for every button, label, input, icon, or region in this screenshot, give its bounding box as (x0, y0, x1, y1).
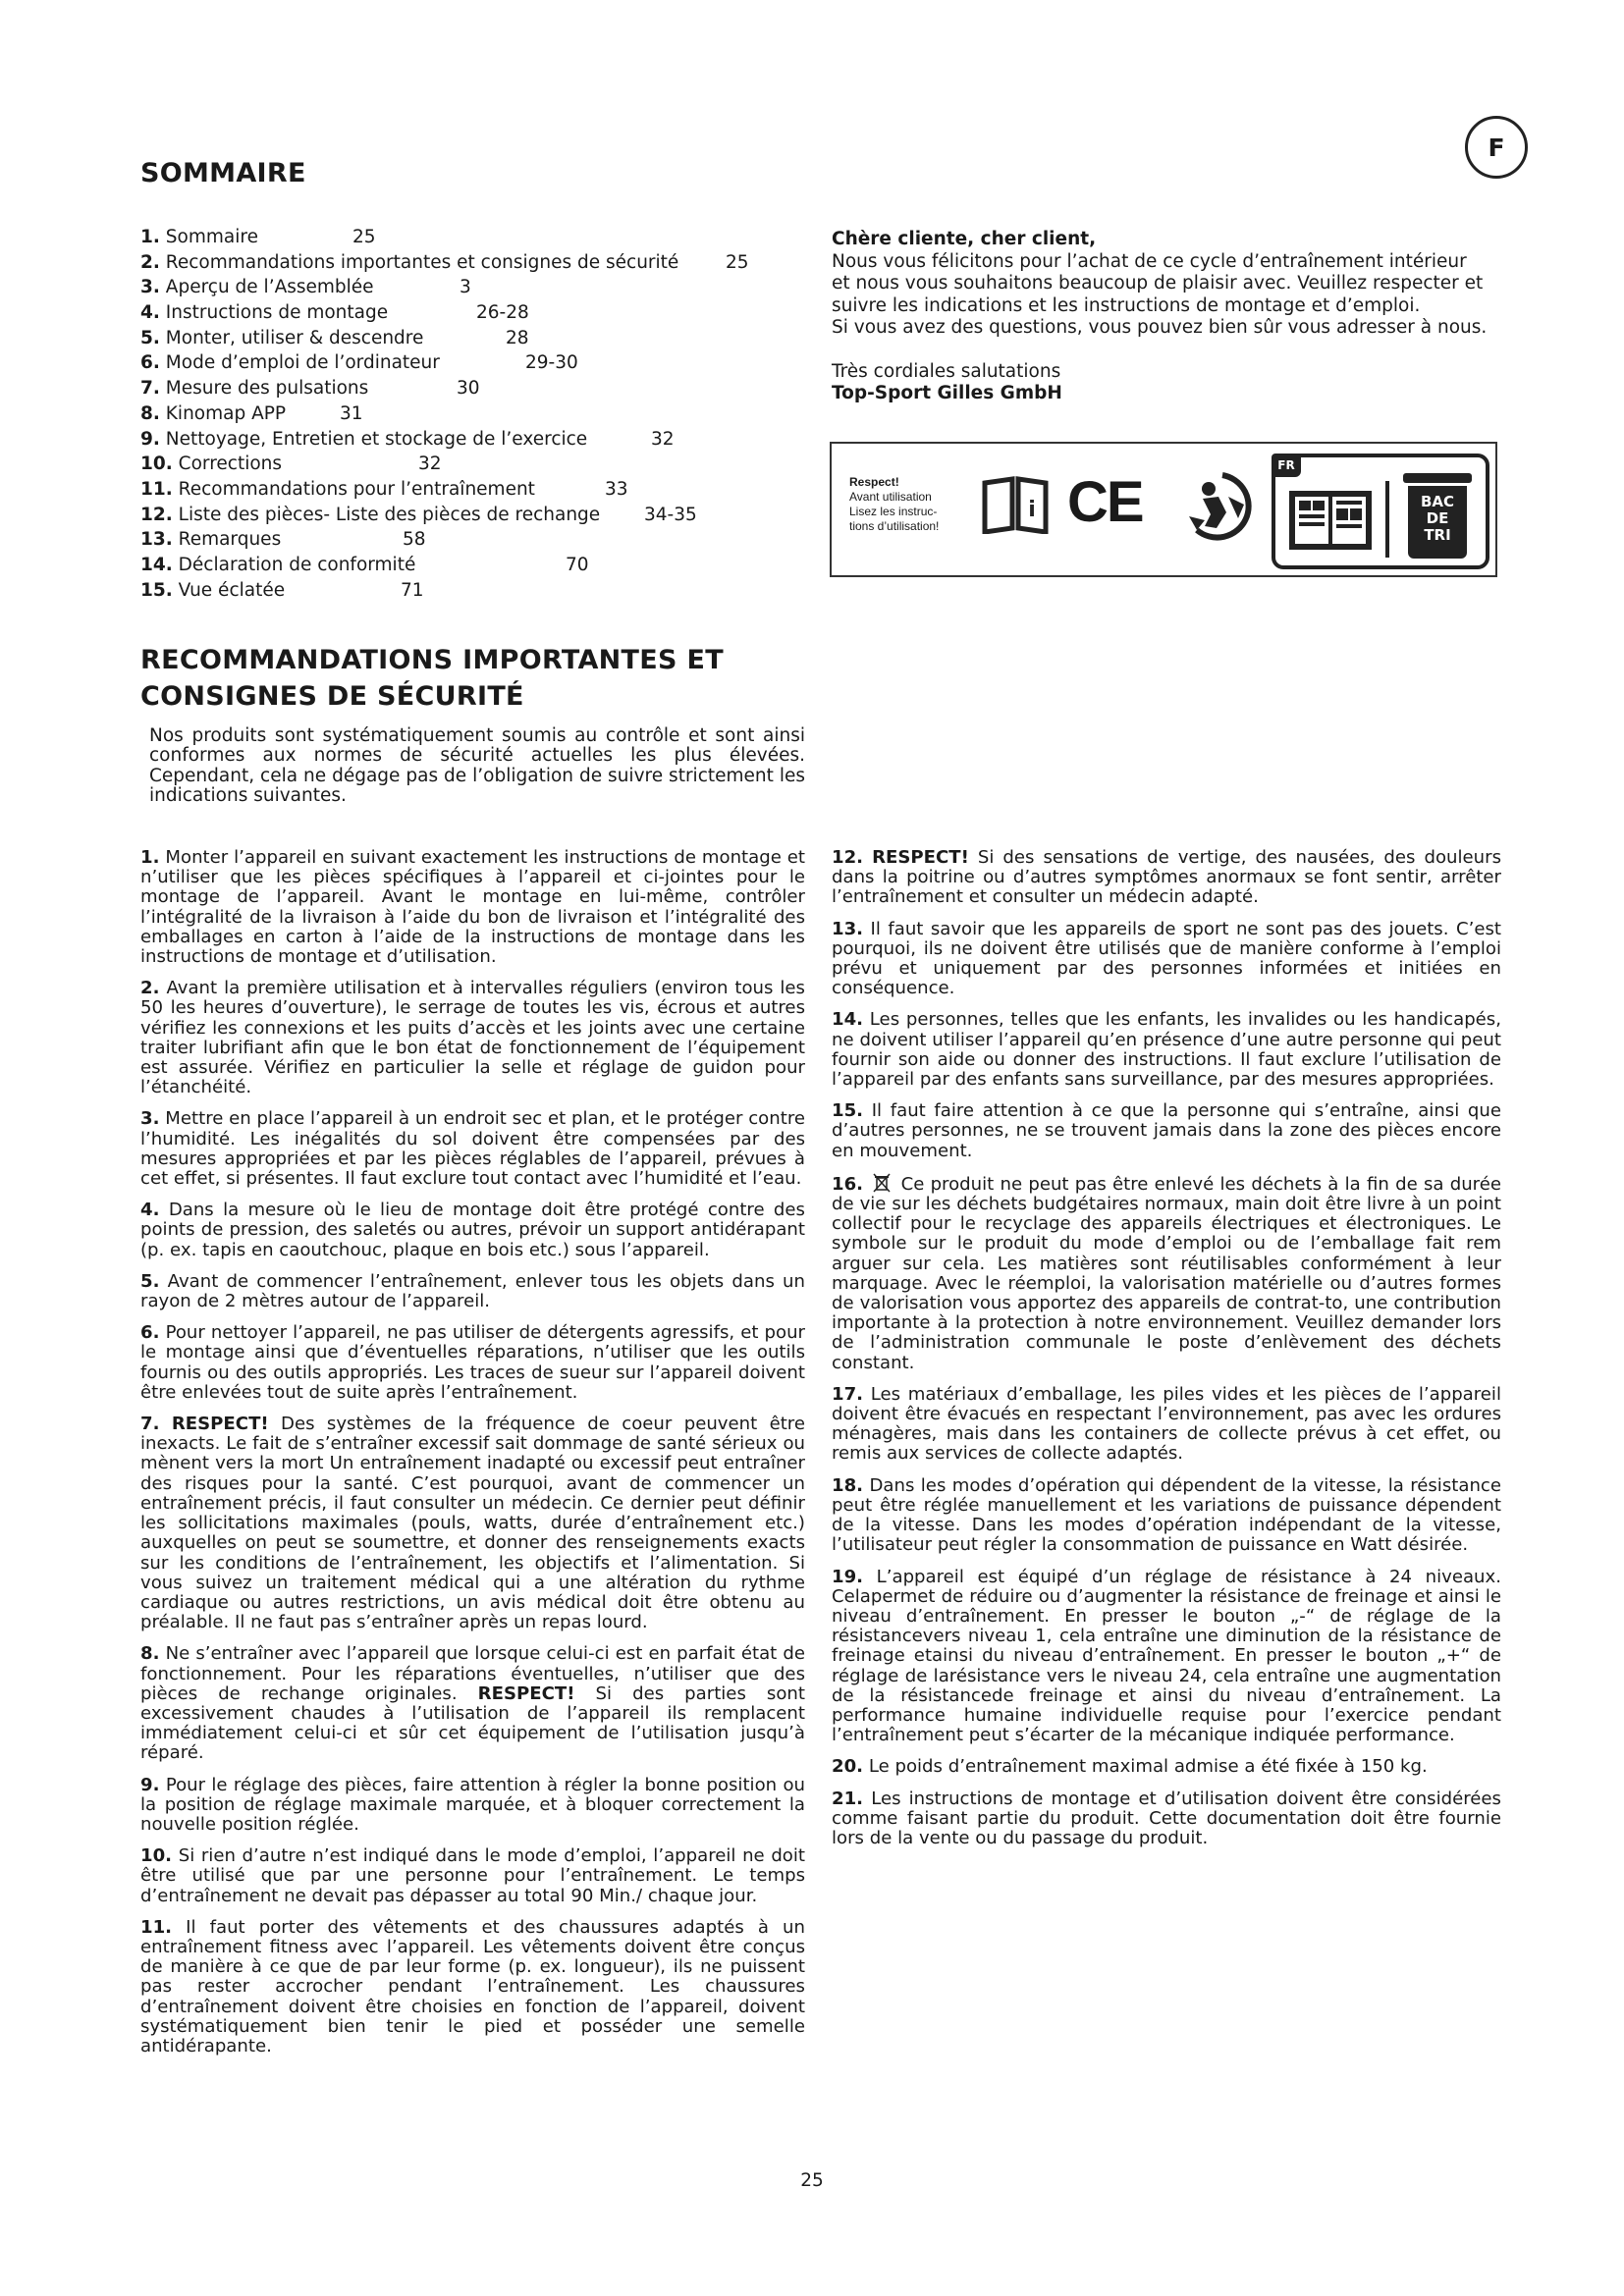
toc-text: Mode d’emploi de l’ordinateur (165, 352, 440, 374)
toc-number: 5. (140, 327, 160, 348)
item-number: 11. (140, 1916, 173, 1938)
toc-page: 70 (566, 554, 589, 575)
item-text: Il faut savoir que les appareils de sport ne sont pas des jouets. C’est pourquoi, ils ne doivent être utilisés que de manière conforme à l’emploi prévu et uniquement par des personnes informées et initiées en conséquence. (832, 918, 1501, 999)
item-text: L’appareil est équipé d’un réglage de résistance à 24 niveaux. Celapermet de réduire ou d’augmenter la résistance de freinage et ainsi le niveau d’entraînement. En presser le bouton „-“ de réglage de la résistancevers niveau 1, cela entraîne une diminution de la résistance de freinage etainsi du niveau d’entraînement. En presser le bouton „+“ de réglage de larésistance vers le niveau 24, cela entraîne une augmentation de la résistancede freinage et ainsi du niveau d’entraînement. La performance humaine individuelle requise pour l’exercice pendant l’entraînement peut s’écarter de la mécanique indiquée performance. (832, 1566, 1501, 1746)
toc-page: 32 (418, 454, 442, 475)
item-number: 4. (140, 1200, 160, 1221)
item-text: Dans les modes d’opération qui dépendent de la vitesse, la résistance peut être réglée manuellement et les variations de puissance dépendent de la vitesse. Dans les modes d’opération indépendant de la vitesse, l’utilisateur peut régler la consommation de puissance en Watt désirée. (832, 1474, 1501, 1556)
item-text: Avant la première utilisation et à intervalles réguliers (environ tous les 50 les heures d’ouverture), le serrage de toutes les vis, écrous et autres vérifiez les connexions et les puits d’accès et les joints avec une certaine traiter lubrifiant afin que le bon état de fonctionnement de l’équipement est assurée. Vérifiez en particulier la selle et réglage de guidon pour l’étanchéité. (140, 978, 805, 1098)
triman-panel (1272, 454, 1489, 569)
toc-page: 58 (403, 529, 426, 551)
safety-intro: Nos produits sont systématiquement soumis au contrôle et sont ainsi conformes aux normes de sécurité actuelles les plus élevées. Cependant, cela ne dégage pas de l’obligation de suivre strictement les indications suivantes. (149, 725, 805, 807)
toc-number: 2. (140, 251, 160, 273)
toc-page: 32 (651, 428, 675, 450)
item-text: Pour nettoyer l’appareil, ne pas utiliser de détergents agressifs, et pour le montage ainsi que d’éventuelles réparations, n’utiliser que les outils fournis ou des outils appropriés. Les traces de sueur sur l’appareil doivent être enlevées tout de suite après l’entraînement. (140, 1322, 805, 1403)
bin-text: BAC (1420, 493, 1455, 510)
toc-number: 3. (140, 277, 160, 298)
toc-number: 4. (140, 302, 160, 324)
respect-line: Avant utilisation (849, 490, 932, 504)
safety-item (140, 979, 805, 1097)
item-text: Les matériaux d’emballage, les piles vides et les pièces de l’appareil doivent être évacués en respectant l’environnement, pas avec les ordures ménagères, mais dans les containers de collecte prévus à cet effet, ou remis aux services de collecte adaptés. (832, 1383, 1501, 1465)
toc-number: 14. (140, 554, 173, 575)
safety-item (140, 1644, 805, 1763)
item-text: Si rien d’autre n’est indiqué dans le mode d’emploi, l’appareil ne doit être utilisé que par une personne pour l’entraînement. Le temps d’entraînement ne devait pas dépasser au total 90 Min./ chaque jour. (140, 1845, 805, 1906)
item-number: 5. (140, 1270, 160, 1292)
item-text: Ce produit ne peut pas être enlevé les déchets à la fin de sa durée de vie sur les déchets budgétaires normaux, main doit être livre à un point collectif pour le recyclage des appareils électriques et électroniques. Le symbole sur le produit du mode d’emploi ou de l’emballage fait rem arguer sur cela. Les matières sont réutilisables conformément à leur marquage. Avec le réemploi, la valorisation matérielle ou d’autres formes de valorisation vous apportez des appareils de contrat-to, une contribution importante à la protection à notre environnement. Veuillez demander lors de l’administration communale le poste d’enlèvement des déchets constant. (832, 1173, 1501, 1373)
language-badge: F (1465, 116, 1528, 179)
toc-item[interactable] (140, 553, 678, 578)
toc-text: Sommaire (165, 227, 258, 247)
greeting-line: Si vous avez des questions, vous pouvez bien sûr vous adresser à nous. (832, 317, 1488, 338)
greeting-closing: Très cordiales salutations (832, 360, 1061, 382)
toc-item[interactable] (140, 503, 697, 528)
toc-page: 28 (506, 327, 529, 348)
respect-line: Lisez les instruc- (849, 505, 938, 518)
item-number: 3. (140, 1108, 160, 1130)
toc-text: Instructions de montage (165, 302, 389, 324)
item-number: 16. (832, 1173, 864, 1195)
safety-item (140, 848, 805, 967)
item-text: Les instructions de montage et d’utilisation doivent être considérées comme faisant partie du produit. Cette documentation doit être fournie lors de la vente ou du passage du produit. (832, 1788, 1501, 1848)
toc-item[interactable] (140, 401, 678, 427)
item-text: Le poids d’entraînement maximal admise a été fixée à 150 kg. (868, 1756, 1428, 1778)
toc-item[interactable] (140, 326, 678, 351)
respect-emphasis: RESPECT! (872, 847, 969, 868)
item-number: 18. (832, 1474, 864, 1496)
toc-number: 6. (140, 352, 160, 374)
toc-page: 3 (460, 277, 471, 298)
toc-page: 25 (726, 251, 749, 273)
safety-item (832, 1789, 1501, 1849)
greeting-line: suivre les indications et les instructions de montage et d’emploi. (832, 294, 1421, 316)
safety-item (140, 1776, 805, 1836)
toc-text: Corrections (178, 454, 283, 475)
respect-emphasis: RESPECT! (171, 1414, 269, 1435)
toc-page: 31 (340, 402, 363, 424)
item-text: Mettre en place l’appareil à un endroit sec et plan, et le protéger contre l’humidité. Les inégalités du sol doivent être compensées par des mesures appropriées et par les pièces réglables de l’appareil, prévues à cet effet, si présentes. Il faut exclure tout contact avec l’humidité et l’eau. (140, 1108, 805, 1190)
toc-item[interactable] (140, 350, 678, 376)
safety-item (832, 1385, 1501, 1465)
toc-number: 12. (140, 504, 173, 525)
toc-item[interactable] (140, 452, 678, 477)
table-of-contents (140, 225, 749, 603)
item-number: 20. (832, 1756, 864, 1778)
toc-number: 15. (140, 579, 173, 601)
safety-item (832, 848, 1501, 908)
safety-item (140, 1272, 805, 1311)
toc-page: 71 (401, 579, 424, 601)
safety-item (140, 1201, 805, 1260)
item-number: 14. (832, 1009, 864, 1031)
respect-line: tions d’utilisation! (849, 519, 940, 533)
toc-text: Remarques (178, 529, 282, 551)
toc-number: 13. (140, 529, 173, 551)
toc-number: 7. (140, 378, 160, 400)
greeting-line: et nous vous souhaitons beaucoup de plaisir avec. Veuillez respecter et (832, 273, 1484, 294)
greeting-line: Nous vous félicitons pour l’achat de ce cycle d’entraînement intérieur (832, 250, 1467, 272)
toc-text: Liste des pièces- Liste des pièces de rechange (178, 504, 601, 525)
bin-text: DE (1426, 509, 1449, 527)
safety-title-line2: CONSIGNES DE SÉCURITÉ (140, 681, 524, 712)
toc-page: 34-35 (644, 504, 697, 525)
safety-item (140, 1323, 805, 1403)
safety-column-right (832, 848, 1501, 1860)
item-number: 6. (140, 1322, 160, 1344)
item-number: 8. (140, 1643, 160, 1665)
fr-tag: FR (1272, 454, 1301, 477)
toc-number: 8. (140, 402, 160, 424)
product-label (830, 442, 1497, 577)
toc-item[interactable] (140, 250, 749, 276)
toc-text: Kinomap APP (165, 402, 287, 424)
respect-label: Respect! (849, 475, 899, 489)
toc-number: 10. (140, 454, 173, 475)
toc-item[interactable] (140, 477, 678, 503)
item-number: 13. (832, 918, 864, 939)
toc-text: Déclaration de conformité (178, 554, 416, 575)
toc-item[interactable] (140, 376, 678, 401)
toc-page: 30 (457, 378, 480, 400)
toc-item[interactable] (140, 578, 678, 604)
toc-item[interactable] (140, 300, 678, 326)
item-text: Il faut porter des vêtements et des chaussures adaptés à un entraînement fitness avec l’appareil. Les vêtements doivent être conçus de manière à ce que de par leur forme (p. ex. longueur), ils ne puissent pas rester accrocher pendant l’entraînement. Les chaussures d’entraînement doivent être choisies en fonction de l’appareil, doivent systématiquement bien tenir le pied et posséder une semelle antidérapante. (140, 1916, 805, 2056)
item-text: Si des parties sont excessivement chaudes à l’utilisation de l’appareil ils remplacent immédiatement celui-ci et sûr cet équipement de l’utilisation jusqu’à réparé. (140, 1682, 805, 1764)
item-number: 12. (832, 847, 864, 868)
toc-item[interactable] (140, 527, 678, 553)
item-number: 9. (140, 1774, 160, 1795)
toc-page: 29-30 (525, 352, 578, 374)
toc-text: Nettoyage, Entretien et stockage de l’exercice (165, 428, 588, 450)
sorting-bin-icon (1403, 473, 1472, 561)
item-number: 17. (832, 1383, 864, 1405)
toc-item[interactable] (140, 427, 678, 453)
greeting-block (832, 229, 1519, 405)
recycle-triman-icon (1183, 469, 1262, 546)
toc-text: Aperçu de l’Assemblée (165, 277, 374, 298)
panel-divider (1385, 481, 1389, 558)
page-number: 25 (800, 2170, 824, 2191)
respect-note (849, 475, 939, 534)
item-number: 21. (832, 1788, 864, 1809)
bin-text: TRI (1424, 526, 1451, 544)
item-text: Ne s’entraîner avec l’appareil que lorsque celui-ci est en parfait état de fonctionnement. Pour les réparations éventuelles, n’utiliser que des pièces de rechange originales. (140, 1643, 805, 1704)
safety-item (140, 1846, 805, 1906)
toc-item[interactable] (140, 225, 678, 250)
crossed-bin-icon (873, 1173, 891, 1193)
safety-column-left (140, 848, 805, 2068)
item-number: 1. (140, 847, 160, 868)
item-text: Si des sensations de vertige, des nausées, des douleurs dans la poitrine ou d’autres symptômes anormaux se font sentir, arrêter l’entraînement et consulter un médecin adapté. (832, 847, 1501, 908)
toc-title: SOMMAIRE (140, 158, 306, 188)
toc-number: 1. (140, 227, 160, 247)
item-number: 15. (832, 1100, 864, 1122)
safety-item (832, 1101, 1501, 1161)
toc-number: 11. (140, 478, 173, 500)
safety-item (832, 1757, 1501, 1777)
safety-item (832, 1173, 1501, 1373)
sorting-booklet-icon (1285, 485, 1380, 556)
safety-title-line1: RECOMMANDATIONS IMPORTANTES ET (140, 645, 724, 675)
toc-text: Vue éclatée (178, 579, 286, 601)
safety-item (832, 1568, 1501, 1746)
safety-item (140, 1415, 805, 1632)
toc-page: 25 (352, 227, 376, 247)
toc-text: Recommandations pour l’entraînement (178, 478, 535, 500)
toc-text: Recommandations importantes et consignes de sécurité (165, 251, 679, 273)
safety-item (832, 1476, 1501, 1556)
item-number: 7. (140, 1414, 160, 1435)
item-number: 19. (832, 1566, 864, 1587)
item-text: Pour le réglage des pièces, faire attention à régler la bonne position ou la position de réglage maximale marquée, et à bloquer correctement la nouvelle position réglée. (140, 1774, 805, 1835)
item-text: Dans la mesure où le lieu de montage doit être protégé contre des points de pression, des saletés ou autres, prévoir un support antidérapant (p. ex. tapis en caoutchouc, plaque en bois etc.) sous l’appareil. (140, 1200, 805, 1260)
manual-book-icon (981, 475, 1050, 534)
respect-emphasis: RESPECT! (477, 1682, 575, 1704)
toc-text: Mesure des pulsations (165, 378, 369, 400)
company-name: Top-Sport Gilles GmbH (832, 383, 1062, 403)
item-text: Les personnes, telles que les enfants, les invalides ou les handicapés, ne doivent utiliser l’appareil qu’en présence d’une autre personne qui peut fournir son aide ou donner des instructions. Il faut exclure l’utilisation de l’appareil par des enfants sans surveillance, par des mesures appropriées. (832, 1009, 1501, 1091)
item-text: Monter l’appareil en suivant exactement les instructions de montage et n’utiliser que les pièces spécifiques à l’appareil et ci-jointes pour le montage de l’appareil. Avant le montage en lui-même, contrôler l’intégralité de la livraison à l’aide du bon de livraison et l’intégralité des emballages en carton à l’aide de la instructions de montage dans les instructions de montage et d’utilisation. (140, 847, 805, 968)
greeting-salutation: Chère cliente, cher client, (832, 229, 1097, 249)
ce-mark-icon: CE (1067, 470, 1143, 534)
safety-item (140, 1918, 805, 2056)
item-number: 2. (140, 978, 160, 999)
toc-number: 9. (140, 428, 160, 450)
toc-item[interactable] (140, 275, 678, 300)
item-text: Des systèmes de la fréquence de coeur peuvent être inexacts. Le fait de s’entraîner excessif sait dommage de santé sérieux ou mènent vers la mort Un entraînement inadapté ou excessif peut entraîner des risques pour la santé. C’est pourquoi, avant de commencer un entraînement précis, il faut consulter un médecin. Ce dernier peut définir les sollicitations maximales (pouls, watts, durée d’entraînement etc.) auxquelles on peut se soumettre, et donner des renseignements exacts sur les conditions de l’entraînement, les objectifs et l’alimentation. Si vous suivez un traitement médical qui a une altération du rythme cardiaque ou autres restrictions, un avis médical doit être obtenu au préalable. Il ne faut pas s’entraîner après un repas lourd. (140, 1414, 805, 1633)
safety-item (832, 1010, 1501, 1090)
toc-page: 33 (605, 478, 628, 500)
toc-page: 26-28 (476, 302, 529, 324)
info-letter: i (1028, 498, 1036, 522)
safety-item (832, 920, 1501, 999)
toc-text: Monter, utiliser & descendre (165, 327, 424, 348)
item-text: Il faut faire attention à ce que la personne qui s’entraîne, ainsi que d’autres personnes, ne se trouvent jamais dans la zone des pièces encore en mouvement. (832, 1100, 1501, 1161)
item-text: Avant de commencer l’entraînement, enlever tous les objets dans un rayon de 2 mètres autour de l’appareil. (140, 1270, 805, 1312)
item-number: 10. (140, 1845, 173, 1867)
safety-item (140, 1109, 805, 1189)
